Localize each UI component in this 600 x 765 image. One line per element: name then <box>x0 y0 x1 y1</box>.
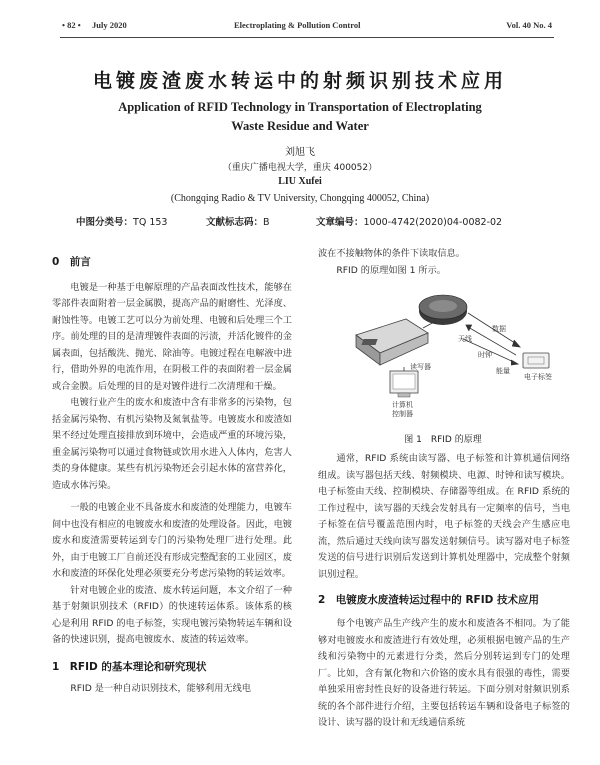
doc-label: 文献标志码： <box>206 217 264 228</box>
author-english: LIU Xufei <box>278 176 322 187</box>
paragraph: 波在不接触物体的条件下读取信息。 <box>318 248 465 259</box>
label-computer: 计算机控制器 <box>392 401 413 418</box>
paragraph: 每个电镀产品生产线产生的废水和废渣各不相同。为了能够对电镀废水和废渣进行有效处理，必须根据电镀产品的生产线和污染物中的元素进行分类，然后分别转运到专门的处理厂。比如，含有氰化物和六价铬的废水具有很强的毒性，需要单独采用密封性良好的设备进行转运。下面分别对射频识别系统的各个部件进行介绍，主要包括转运车辆和设备电子标签的设计、读写器的设计和无线通信系统 <box>318 618 570 728</box>
title-english-line2: Waste Residue and Water <box>231 119 369 133</box>
title-chinese: 电镀废渣废水转运中的射频识别技术应用 <box>92 70 507 92</box>
clc-number <box>76 214 167 228</box>
affiliation-chinese: （重庆广播电视大学，重庆 400052） <box>222 163 378 173</box>
paragraph: 针对电镀企业的废渣、废水转运问题，本文介绍了一种基于射频识别技术（RFID）的快速转运体系。该体系的核心是利用 RFID 的电子标签，实现电镀污染物转运车辆和设备的快速识别，提高电镀废水、废渣的转运效率。 <box>52 584 292 645</box>
running-header <box>62 20 552 36</box>
issue-date: July 2020 <box>92 20 127 30</box>
right-column-top <box>318 246 570 279</box>
clc-label: 中图分类号： <box>76 217 134 228</box>
label-data: 数据 <box>492 325 506 333</box>
header-rule <box>60 37 554 38</box>
tag-icon <box>523 353 549 368</box>
volume-issue: Vol. 40 No. 4 <box>506 20 552 30</box>
label-reader: 读写器 <box>410 363 431 371</box>
antenna-icon <box>419 295 467 325</box>
article-label: 文章编号： <box>316 217 364 228</box>
paragraph: 电镀行业产生的废水和废渣中含有非常多的污染物，包括金属污染物、有机污染物及氮氧盐等。电镀废水和废渣如果不经过处理直接排放到环境中，会造成严重的环境污染，重金属污染物可以通过食物链或饮用水进入人体内，危害人类的身体健康。某些有机污染物还会引起水体的富营养化，造成水体污染。 <box>52 397 292 491</box>
journal-name: Electroplating & Pollution Control <box>234 20 361 30</box>
title-english <box>80 98 520 136</box>
paragraph: 电镀是一种基于电解原理的产品表面改性技术，能够在零部件表面附着一层金属膜，提高产品的耐磨性、光泽度、耐蚀性等。电镀工艺可以分为前处理、电镀和后处理三个工序。前处理的目的是清理镀件表面的污渍，并活化镀件的金属表面，包括酸洗、抛光、除油等。电镀过程在电解液中进行，借助外界的电流作用，在阴极工件的表面附着一层金属或合金膜。后处理的目的是对镀件进行二次清理和干燥。 <box>52 281 292 392</box>
label-timing: 时钟 <box>478 351 492 359</box>
paragraph: 通常，RFID 系统由读写器、电子标签和计算机通信网络组成。读写器包括天线、射频模块、电源、时钟和读写模块。电子标签由天线、控制模块、存储器等组成。在 RFID 系统的工作过程中，读写器的天线会发射具有一定频率的信号，当电子标签在信号覆盖范围内时，电子标签的天线会产生感应电流，然后通过天线向读写器发送射频信号。读写器对电子标签发送的信号进行识别后发送到计算机处理器中，完成整个射频识别过程。 <box>318 453 570 580</box>
computer-icon <box>390 371 418 397</box>
label-energy: 能量 <box>496 367 510 375</box>
label-tag: 电子标签 <box>524 373 552 381</box>
doc-value: B <box>263 217 270 228</box>
label-antenna: 天线 <box>458 335 472 343</box>
left-column <box>52 254 292 698</box>
page-number: • 82 • <box>62 20 81 30</box>
title-english-line1: Application of RFID Technology in Transportation of Electroplating <box>118 100 482 114</box>
affiliation-english: (Chongqing Radio & TV University, Chongqing 400052, China) <box>170 193 430 204</box>
paragraph: RFID 是一种自动识别技术，能够利用无线电 <box>70 683 251 694</box>
right-column-bottom <box>318 451 570 732</box>
article-number <box>316 214 502 228</box>
article-value: 1000-4742(2020)04-0082-02 <box>363 217 503 228</box>
rfid-principle-figure <box>318 283 568 433</box>
clc-value: TQ 153 <box>133 217 168 228</box>
paragraph: RFID 的原理如图 1 所示。 <box>336 264 446 276</box>
section-1-heading: 1 RFID 的基本理论和研究现状 <box>52 660 207 673</box>
section-0-heading: 0 前言 <box>52 256 91 268</box>
figure-caption: 图 1 RFID 的原理 <box>404 435 482 445</box>
reader-icon <box>356 319 428 365</box>
document-code <box>206 214 270 228</box>
author-chinese: 刘旭飞 <box>285 147 315 158</box>
paragraph: 一般的电镀企业不具备废水和废渣的处理能力，电镀车间中也没有相应的电镀废水和废渣的处理设备。因此，电镀废水和废渣需要转运到专门的污染物处理厂进行处理。此外，由于电镀工厂自前还没有形成完整配套的工业园区，废水和废渣的环保化处理必须要充分考虑污染物的转运效率。 <box>52 502 292 579</box>
section-2-heading: 2 电镀废水废渣转运过程中的 RFID 技术应用 <box>318 594 539 606</box>
